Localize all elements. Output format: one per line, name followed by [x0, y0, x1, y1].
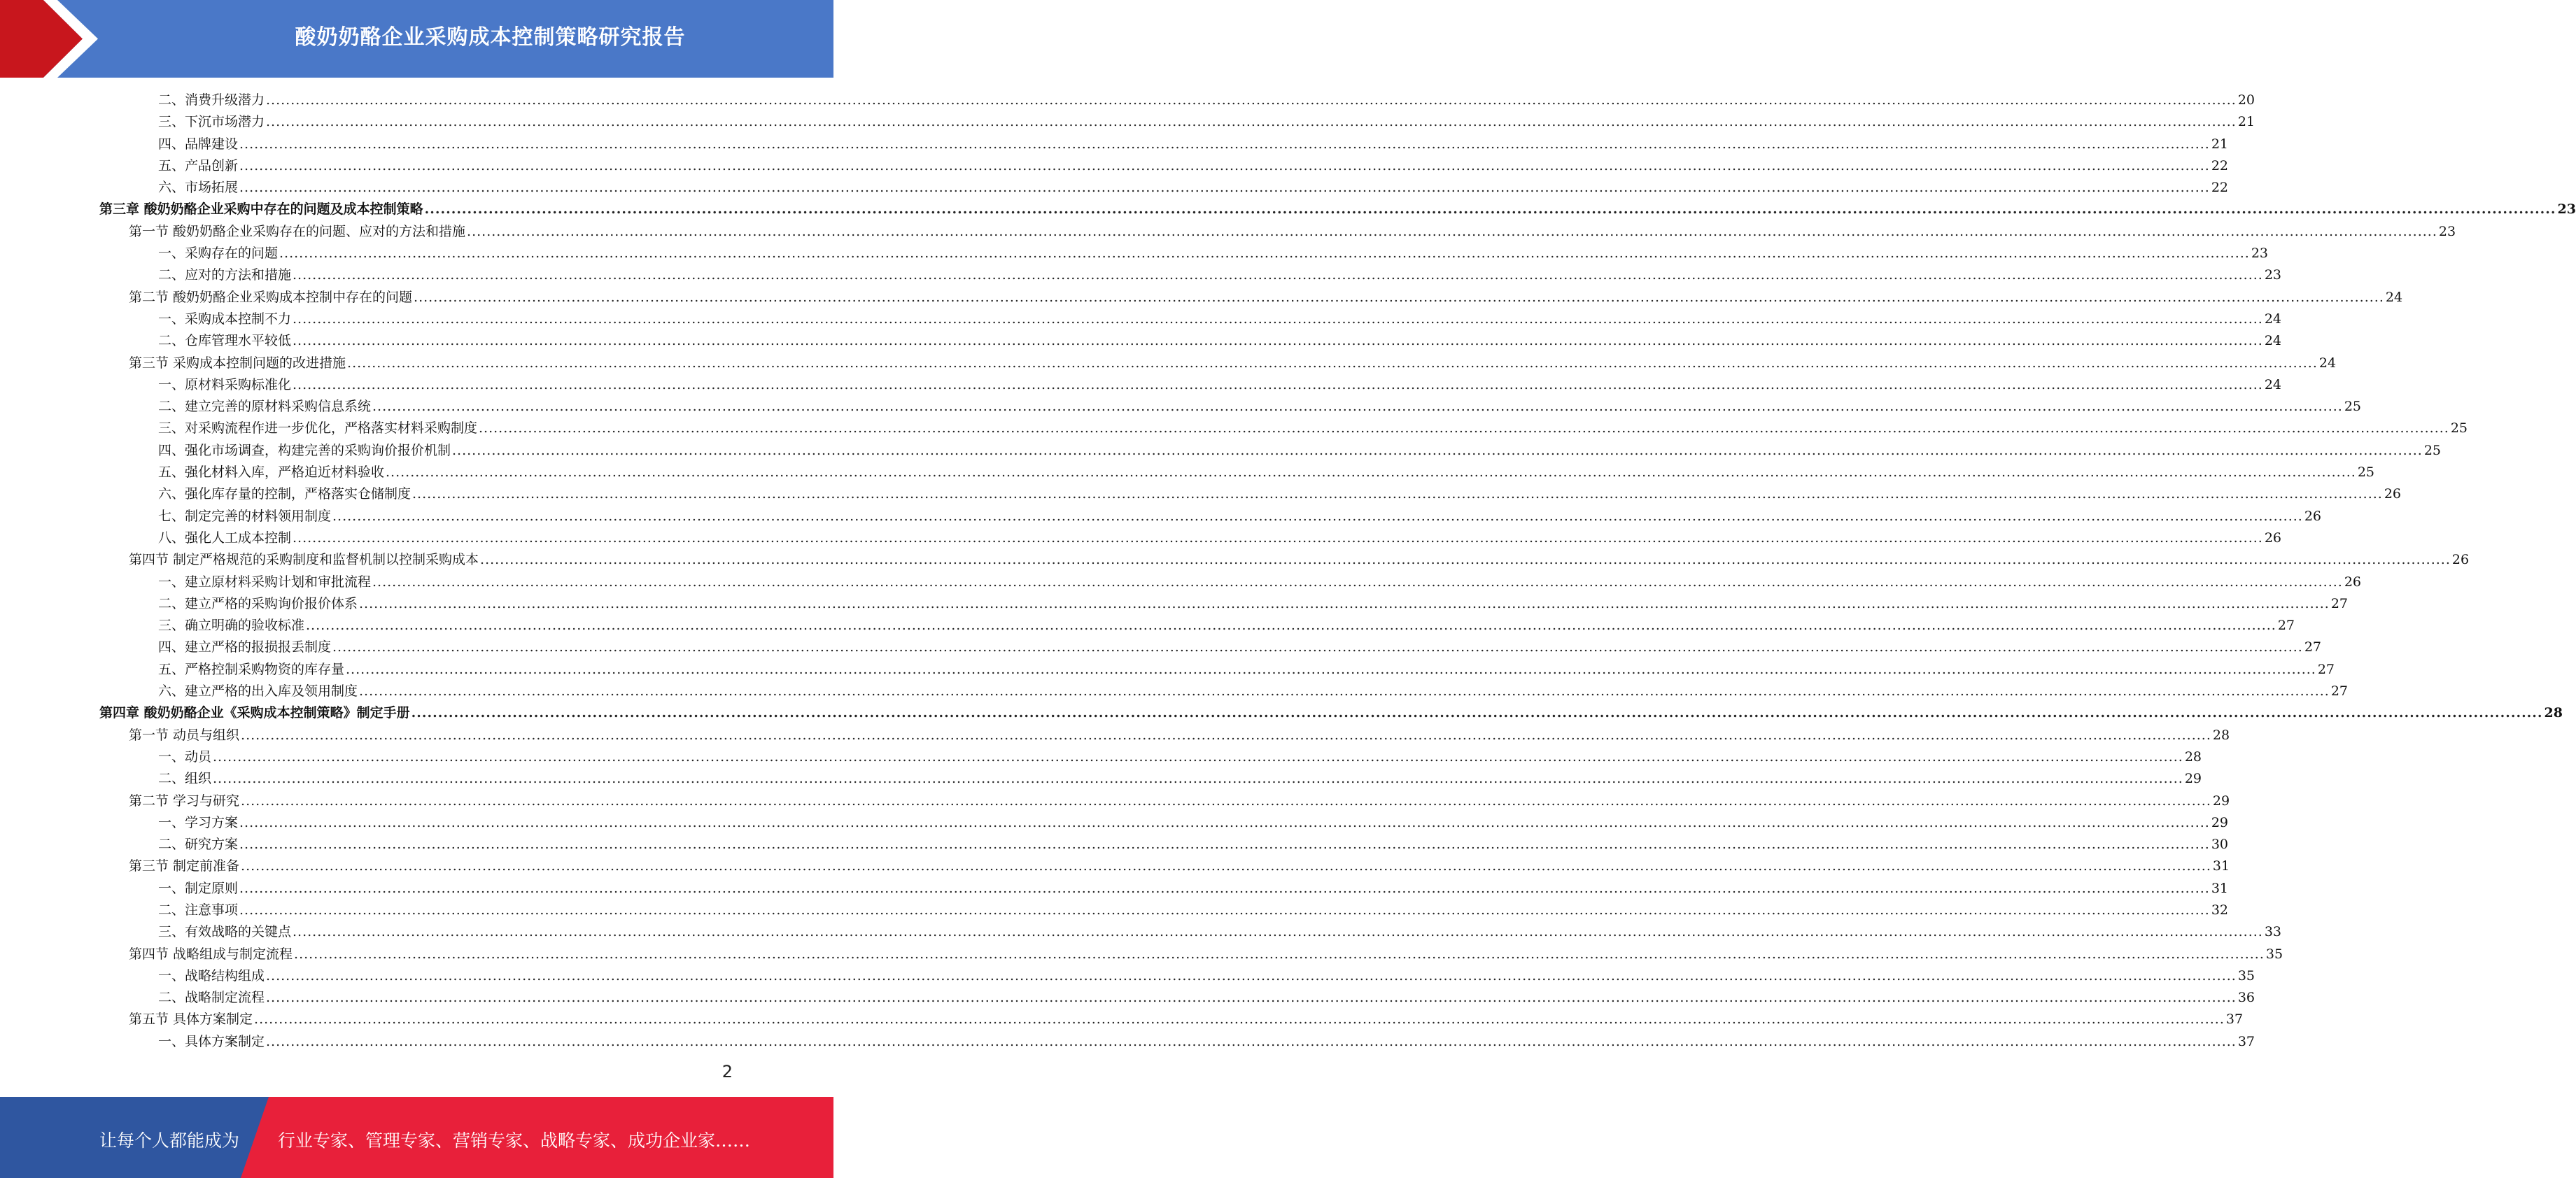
toc-subsection-entry[interactable] — [0, 746, 2202, 768]
toc-subsection-entry[interactable] — [0, 615, 2295, 637]
toc-dot-leader: ................................................................................................................................................................................................................................................................................................................................................................................................................ — [266, 990, 2237, 1006]
toc-dot-leader: ................................................................................................................................................................................................................................................................................................................................................................................................................ — [239, 136, 2210, 152]
toc-entry-page: 27 — [2330, 595, 2349, 611]
toc-subsection-entry[interactable] — [0, 1031, 2255, 1053]
toc-entry-label: 三、对采购流程作进一步优化，严格落实材料采购制度 — [158, 420, 478, 437]
toc-entry-label: 六、强化库存量的控制，严格落实仓储制度 — [158, 486, 411, 502]
toc-entry-label: 第二节 学习与研究 — [129, 793, 240, 809]
toc-dot-leader: ................................................................................................................................................................................................................................................................................................................................................................................................................ — [359, 683, 2330, 700]
toc-dot-leader: ................................................................................................................................................................................................................................................................................................................................................................................................................ — [239, 902, 2210, 918]
toc-entry-page: 21 — [2237, 114, 2255, 130]
toc-entry-label: 二、研究方案 — [158, 837, 239, 853]
toc-subsection-entry[interactable] — [0, 418, 2468, 439]
report-title: 酸奶奶酪企业采购成本控制策略研究报告 — [295, 25, 686, 50]
toc-subsection-entry[interactable] — [0, 878, 2229, 900]
toc-entry-label: 第五节 具体方案制定 — [129, 1012, 253, 1028]
toc-dot-leader: ................................................................................................................................................................................................................................................................................................................................................................................................................ — [293, 376, 2263, 392]
toc-subsection-entry[interactable] — [0, 330, 2282, 352]
toc-entry-page: 28 — [2544, 705, 2563, 721]
toc-dot-leader: ................................................................................................................................................................................................................................................................................................................................................................................................................ — [293, 530, 2263, 546]
toc-dot-leader: ................................................................................................................................................................................................................................................................................................................................................................................................................ — [332, 639, 2303, 655]
toc-subsection-entry[interactable] — [0, 90, 2255, 111]
toc-entry-label: 二、战略制定流程 — [158, 990, 265, 1006]
toc-entry-page: 26 — [2264, 530, 2282, 546]
toc-entry-label: 五、严格控制采购物资的库存量 — [158, 661, 345, 677]
toc-entry-page: 27 — [2304, 639, 2322, 655]
toc-dot-leader: ................................................................................................................................................................................................................................................................................................................................................................................................................ — [239, 814, 2210, 830]
toc-entry-page: 24 — [2264, 311, 2282, 327]
page-header — [0, 0, 833, 78]
toc-dot-leader: ................................................................................................................................................................................................................................................................................................................................................................................................................ — [254, 1012, 2225, 1028]
toc-dot-leader: ................................................................................................................................................................................................................................................................................................................................................................................................................ — [293, 267, 2263, 283]
toc-dot-leader: ................................................................................................................................................................................................................................................................................................................................................................................................................ — [480, 552, 2451, 568]
toc-dot-leader: ................................................................................................................................................................................................................................................................................................................................................................................................................ — [386, 464, 2356, 481]
toc-subsection-entry[interactable] — [0, 440, 2442, 462]
toc-entry-label: 第四节 制定严格规范的采购制度和监督机制以控制采购成本 — [129, 552, 479, 568]
toc-entry-label: 一、建立原材料采购计划和审批流程 — [158, 574, 372, 590]
toc-entry-page: 22 — [2211, 157, 2229, 173]
toc-entry-label: 第三章 酸奶奶酪企业采购中存在的问题及成本控制策略 — [99, 201, 423, 218]
toc-subsection-entry[interactable] — [0, 659, 2335, 681]
toc-entry-page: 24 — [2264, 333, 2282, 349]
toc-dot-leader: ................................................................................................................................................................................................................................................................................................................................................................................................................ — [306, 618, 2276, 634]
toc-entry-page: 31 — [2211, 880, 2229, 896]
toc-section-entry[interactable] — [0, 221, 2456, 243]
toc-section-entry[interactable] — [0, 856, 2230, 877]
toc-entry-page: 35 — [2237, 967, 2255, 984]
toc-entry-page: 33 — [2264, 924, 2282, 940]
toc-dot-leader: ................................................................................................................................................................................................................................................................................................................................................................................................................ — [346, 661, 2316, 677]
toc-entry-page: 22 — [2211, 180, 2229, 196]
toc-entry-page: 23 — [2557, 201, 2576, 218]
toc-entry-label: 一、动员 — [158, 748, 212, 765]
toc-dot-leader: ................................................................................................................................................................................................................................................................................................................................................................................................................ — [239, 180, 2210, 196]
toc-subsection-entry[interactable] — [0, 264, 2282, 286]
toc-entry-label: 六、市场拓展 — [158, 180, 239, 196]
toc-dot-leader: ................................................................................................................................................................................................................................................................................................................................................................................................................ — [412, 486, 2383, 502]
toc-entry-page: 28 — [2184, 748, 2202, 765]
header-red-chevron — [0, 0, 112, 78]
toc-section-entry[interactable] — [0, 944, 2283, 965]
toc-entry-page: 26 — [2344, 574, 2362, 590]
toc-entry-page: 27 — [2330, 683, 2349, 700]
toc-entry-label: 六、建立严格的出入库及领用制度 — [158, 683, 358, 700]
toc-section-entry[interactable] — [0, 287, 2403, 308]
toc-dot-leader: ................................................................................................................................................................................................................................................................................................................................................................................................................ — [467, 223, 2437, 239]
toc-entry-page: 36 — [2237, 990, 2255, 1006]
toc-subsection-entry[interactable] — [0, 900, 2229, 921]
toc-entry-label: 一、学习方案 — [158, 814, 239, 830]
toc-entry-label: 二、建立完善的原材料采购信息系统 — [158, 399, 372, 415]
toc-entry-label: 第二节 酸奶奶酪企业采购成本控制中存在的问题 — [129, 289, 413, 305]
toc-subsection-entry[interactable] — [0, 134, 2229, 155]
toc-subsection-entry[interactable] — [0, 396, 2362, 418]
toc-entry-page: 29 — [2212, 793, 2230, 809]
page-number: 2 — [722, 1062, 733, 1081]
toc-dot-leader: ................................................................................................................................................................................................................................................................................................................................................................................................................ — [424, 201, 2556, 218]
toc-dot-leader: ................................................................................................................................................................................................................................................................................................................................................................................................................ — [452, 442, 2423, 458]
toc-subsection-entry[interactable] — [0, 483, 2402, 505]
toc-entry-label: 四、品牌建设 — [158, 136, 239, 152]
toc-entry-page: 26 — [2384, 486, 2402, 502]
toc-entry-label: 二、建立严格的采购询价报价体系 — [158, 595, 358, 611]
toc-dot-leader: ................................................................................................................................................................................................................................................................................................................................................................................................................ — [213, 771, 2183, 787]
toc-subsection-entry[interactable] — [0, 812, 2229, 834]
toc-dot-leader: ................................................................................................................................................................................................................................................................................................................................................................................................................ — [372, 399, 2343, 415]
toc-entry-label: 一、原材料采购标准化 — [158, 376, 292, 392]
toc-dot-leader: ................................................................................................................................................................................................................................................................................................................................................................................................................ — [266, 92, 2237, 108]
toc-entry-label: 二、仓库管理水平较低 — [158, 333, 292, 349]
toc-entry-label: 二、组织 — [158, 771, 212, 787]
toc-subsection-entry[interactable] — [0, 462, 2375, 483]
toc-section-entry[interactable] — [0, 790, 2230, 812]
toc-entry-label: 二、消费升级潜力 — [158, 92, 265, 108]
toc-entry-page: 28 — [2212, 727, 2230, 743]
toc-dot-leader: ................................................................................................................................................................................................................................................................................................................................................................................................................ — [414, 289, 2384, 305]
toc-entry-page: 23 — [2438, 223, 2456, 239]
toc-entry-page: 32 — [2211, 902, 2229, 918]
toc-subsection-entry[interactable] — [0, 111, 2255, 133]
toc-subsection-entry[interactable] — [0, 572, 2362, 593]
toc-subsection-entry[interactable] — [0, 155, 2229, 177]
toc-dot-leader: ................................................................................................................................................................................................................................................................................................................................................................................................................ — [293, 311, 2263, 327]
toc-entry-label: 一、采购存在的问题 — [158, 246, 279, 262]
toc-subsection-entry[interactable] — [0, 308, 2282, 330]
toc-subsection-entry[interactable] — [0, 243, 2269, 264]
toc-entry-label: 二、应对的方法和措施 — [158, 267, 292, 283]
toc-dot-leader: ................................................................................................................................................................................................................................................................................................................................................................................................................ — [332, 508, 2303, 524]
toc-dot-leader: ................................................................................................................................................................................................................................................................................................................................................................................................................ — [241, 858, 2211, 874]
table-of-contents — [0, 90, 2576, 1053]
toc-dot-leader: ................................................................................................................................................................................................................................................................................................................................................................................................................ — [213, 748, 2183, 765]
toc-entry-label: 一、具体方案制定 — [158, 1033, 265, 1049]
toc-dot-leader: ................................................................................................................................................................................................................................................................................................................................................................................................................ — [241, 793, 2211, 809]
toc-entry-label: 第三节 采购成本控制问题的改进措施 — [129, 355, 346, 371]
toc-dot-leader: ................................................................................................................................................................................................................................................................................................................................................................................................................ — [293, 333, 2263, 349]
toc-subsection-entry[interactable] — [0, 768, 2202, 790]
toc-dot-leader: ................................................................................................................................................................................................................................................................................................................................................................................................................ — [411, 705, 2543, 721]
toc-dot-leader: ................................................................................................................................................................................................................................................................................................................................................................................................................ — [266, 967, 2237, 984]
toc-dot-leader: ................................................................................................................................................................................................................................................................................................................................................................................................................ — [239, 880, 2210, 896]
toc-chapter-entry[interactable] — [0, 702, 2563, 724]
toc-entry-label: 三、下沉市场潜力 — [158, 114, 265, 130]
toc-entry-page: 21 — [2211, 136, 2229, 152]
toc-entry-label: 第四章 酸奶奶酪企业《采购成本控制策略》制定手册 — [99, 705, 410, 721]
toc-entry-page: 26 — [2304, 508, 2322, 524]
toc-entry-label: 第一节 酸奶奶酪企业采购存在的问题、应对的方法和措施 — [129, 223, 466, 239]
toc-subsection-entry[interactable] — [0, 177, 2229, 199]
toc-entry-label: 三、确立明确的验收标准 — [158, 618, 305, 634]
toc-subsection-entry[interactable] — [0, 506, 2322, 527]
page-footer — [0, 1097, 833, 1178]
toc-dot-leader: ................................................................................................................................................................................................................................................................................................................................................................................................................ — [266, 114, 2237, 130]
toc-dot-leader: ................................................................................................................................................................................................................................................................................................................................................................................................................ — [294, 946, 2265, 962]
toc-dot-leader: ................................................................................................................................................................................................................................................................................................................................................................................................................ — [239, 157, 2210, 173]
toc-entry-page: 29 — [2184, 771, 2202, 787]
toc-entry-label: 五、强化材料入库，严格迫近材料验收 — [158, 464, 385, 481]
toc-entry-label: 三、有效战略的关键点 — [158, 924, 292, 940]
toc-entry-label: 第四节 战略组成与制定流程 — [129, 946, 293, 962]
toc-entry-page: 23 — [2251, 246, 2269, 262]
toc-entry-label: 一、战略结构组成 — [158, 967, 265, 984]
toc-section-entry[interactable] — [0, 353, 2337, 374]
toc-chapter-entry[interactable] — [0, 199, 2576, 220]
toc-entry-label: 一、采购成本控制不力 — [158, 311, 292, 327]
toc-entry-page: 30 — [2211, 837, 2229, 853]
toc-dot-leader: ................................................................................................................................................................................................................................................................................................................................................................................................................ — [359, 595, 2330, 611]
toc-dot-leader: ................................................................................................................................................................................................................................................................................................................................................................................................................ — [279, 246, 2250, 262]
toc-entry-label: 第一节 动员与组织 — [129, 727, 240, 743]
toc-entry-page: 25 — [2357, 464, 2375, 481]
toc-entry-label: 二、注意事项 — [158, 902, 239, 918]
toc-dot-leader: ................................................................................................................................................................................................................................................................................................................................................................................................................ — [241, 727, 2211, 743]
toc-dot-leader: ................................................................................................................................................................................................................................................................................................................................................................................................................ — [347, 355, 2318, 371]
toc-entry-page: 24 — [2318, 355, 2337, 371]
toc-entry-page: 25 — [2344, 399, 2362, 415]
footer-slogan-left: 让每个人都能成为 — [99, 1130, 240, 1151]
toc-entry-page: 27 — [2277, 618, 2295, 634]
toc-entry-page: 24 — [2264, 376, 2282, 392]
toc-dot-leader: ................................................................................................................................................................................................................................................................................................................................................................................................................ — [293, 924, 2263, 940]
toc-entry-label: 一、制定原则 — [158, 880, 239, 896]
footer-slogan-right: 行业专家、管理专家、营销专家、战略专家、成功企业家…… — [278, 1130, 751, 1151]
toc-entry-label: 七、制定完善的材料领用制度 — [158, 508, 332, 524]
toc-entry-page: 20 — [2237, 92, 2255, 108]
toc-entry-label: 五、产品创新 — [158, 157, 239, 173]
toc-section-entry[interactable] — [0, 549, 2470, 571]
toc-subsection-entry[interactable] — [0, 593, 2349, 615]
toc-subsection-entry[interactable] — [0, 681, 2349, 702]
toc-subsection-entry[interactable] — [0, 834, 2229, 856]
toc-entry-page: 27 — [2317, 661, 2335, 677]
toc-entry-page: 25 — [2423, 442, 2442, 458]
toc-entry-page: 31 — [2212, 858, 2230, 874]
toc-dot-leader: ................................................................................................................................................................................................................................................................................................................................................................................................................ — [239, 837, 2210, 853]
toc-entry-label: 四、建立严格的报损报丢制度 — [158, 639, 332, 655]
toc-entry-page: 29 — [2211, 814, 2229, 830]
toc-entry-page: 24 — [2385, 289, 2403, 305]
toc-dot-leader: ................................................................................................................................................................................................................................................................................................................................................................................................................ — [479, 420, 2449, 437]
toc-subsection-entry[interactable] — [0, 374, 2282, 396]
toc-subsection-entry[interactable] — [0, 965, 2255, 987]
toc-subsection-entry[interactable] — [0, 921, 2282, 943]
toc-entry-page: 37 — [2225, 1012, 2244, 1028]
toc-dot-leader: ................................................................................................................................................................................................................................................................................................................................................................................................................ — [372, 574, 2343, 590]
toc-section-entry[interactable] — [0, 725, 2230, 746]
toc-subsection-entry[interactable] — [0, 987, 2255, 1009]
toc-entry-label: 四、强化市场调查，构建完善的采购询价报价机制 — [158, 442, 451, 458]
toc-entry-label: 八、强化人工成本控制 — [158, 530, 292, 546]
toc-entry-label: 第三节 制定前准备 — [129, 858, 240, 874]
toc-dot-leader: ................................................................................................................................................................................................................................................................................................................................................................................................................ — [266, 1033, 2237, 1049]
toc-subsection-entry[interactable] — [0, 527, 2282, 549]
toc-entry-page: 35 — [2265, 946, 2283, 962]
toc-subsection-entry[interactable] — [0, 637, 2322, 658]
toc-entry-page: 25 — [2450, 420, 2468, 437]
toc-entry-page: 26 — [2451, 552, 2470, 568]
toc-section-entry[interactable] — [0, 1009, 2244, 1030]
toc-entry-page: 37 — [2237, 1033, 2255, 1049]
toc-entry-page: 23 — [2264, 267, 2282, 283]
